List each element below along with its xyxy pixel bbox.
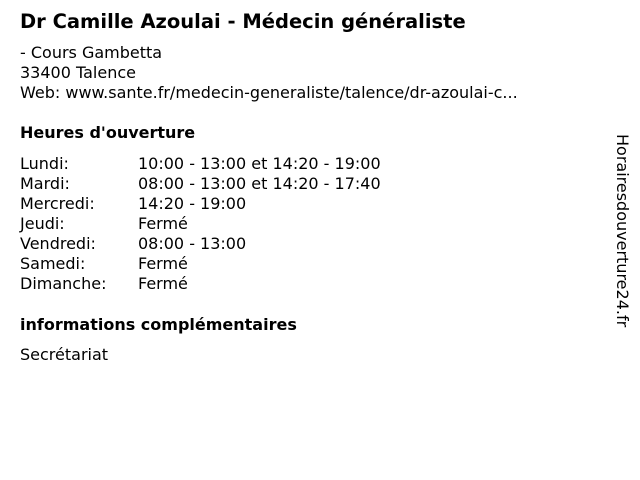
- time-value: Fermé: [138, 214, 188, 233]
- day-label: Mardi:: [20, 174, 70, 193]
- time-value: Fermé: [138, 254, 188, 273]
- time-value: 08:00 - 13:00 et 14:20 - 17:40: [138, 174, 381, 193]
- time-value: 10:00 - 13:00 et 14:20 - 19:00: [138, 154, 381, 173]
- additional-info-heading: informations complémentaires: [20, 315, 297, 334]
- listing-card: [20, 8, 600, 365]
- day-label: Mercredi:: [20, 194, 95, 213]
- site-watermark: [612, 134, 632, 342]
- hours-row-vendredi: [20, 234, 600, 254]
- address-street: - Cours Gambetta: [20, 43, 163, 62]
- hours-row-mardi: [20, 174, 600, 194]
- day-label: Jeudi:: [20, 214, 65, 233]
- additional-info-text: Secrétariat: [20, 345, 109, 364]
- watermark-text: Horairesdouverture24.fr: [613, 134, 632, 328]
- hours-row-mercredi: [20, 194, 600, 214]
- address-city: 33400 Talence: [20, 63, 136, 82]
- day-label: Vendredi:: [20, 234, 96, 253]
- day-label: Lundi:: [20, 154, 69, 173]
- hours-row-jeudi: [20, 214, 600, 234]
- hours-row-samedi: [20, 254, 600, 274]
- time-value: 08:00 - 13:00: [138, 234, 247, 253]
- time-value: 14:20 - 19:00: [138, 194, 247, 213]
- address-block: [20, 43, 600, 103]
- hours-row-lundi: [20, 154, 600, 174]
- hours-row-dimanche: [20, 274, 600, 294]
- time-value: Fermé: [138, 274, 188, 293]
- doctor-name-title: Dr Camille Azoulai - Médecin généraliste: [20, 10, 466, 33]
- website-text: Web: www.sante.fr/medecin-generaliste/talence/dr-azoulai-c...: [20, 83, 518, 102]
- opening-hours-heading: Heures d'ouverture: [20, 123, 196, 142]
- opening-hours-table: [20, 154, 600, 294]
- day-label: Samedi:: [20, 254, 86, 273]
- day-label: Dimanche:: [20, 274, 107, 293]
